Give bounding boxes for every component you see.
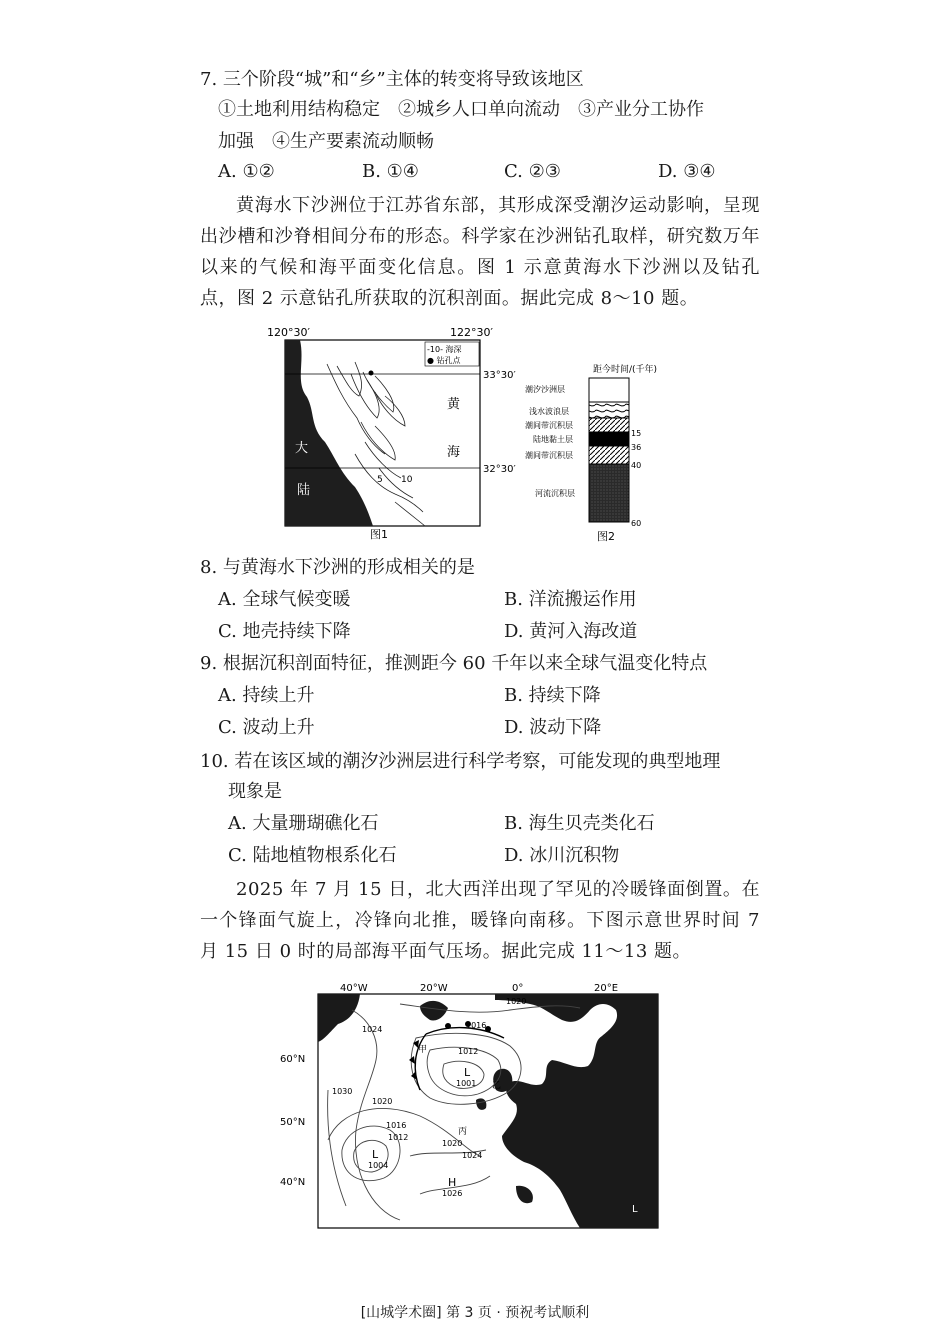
fig1-legend-depth: -10- 海深 xyxy=(427,345,462,354)
q8-stem: 8. 与黄海水下沙洲的形成相关的是 xyxy=(200,557,475,578)
q10-stem-line1: 10. 若在该区域的潮汐沙洲层进行科学考察，可能发现的典型地理 xyxy=(200,751,721,772)
passage-2: 2025 年 7 月 15 日，北大西洋出现了罕见的冷暖锋面倒置。在一个锋面气旋上，冷锋向北推，暖锋向南移。下图示意世界时间 7 月 15 日 0 时的局部海平面气压场。据此完成 11～13 题。 xyxy=(200,879,760,962)
fig3-high-value: 1026 xyxy=(442,1189,463,1198)
fig3-low-2: L xyxy=(372,1148,379,1161)
fig3-low-3: L xyxy=(632,1204,638,1215)
q8-option-c: C. 地壳持续下降 xyxy=(218,621,351,642)
q7-items-line1: ①土地利用结构稳定 ②城乡人口单向流动 ③产业分工协作 xyxy=(218,99,704,120)
fig1-sea-2: 海 xyxy=(447,445,461,460)
q10-option-b: B. 海生贝壳类化石 xyxy=(504,813,655,834)
fig3-isobar-label-2: 1024 xyxy=(362,1025,383,1034)
fig3-point-bing: 丙 xyxy=(458,1127,468,1137)
fig3-high: H xyxy=(448,1176,457,1189)
fig1-lon-right: 122°30′ xyxy=(450,326,493,339)
fig3-low-2-value: 1004 xyxy=(368,1161,389,1170)
fig2-layer-land-clay xyxy=(589,432,629,446)
fig2-layer-shallow-wave xyxy=(589,402,629,418)
fig2-tick-40: 40 xyxy=(631,461,642,470)
fig3-isobar-label-1: 1020 xyxy=(506,997,527,1006)
fig1-lat-top: 33°30′ xyxy=(483,370,516,381)
q8-option-a: A. 全球气候变暖 xyxy=(218,589,351,610)
fig3-lon-20w: 20°W xyxy=(420,983,448,994)
fig1-lat-bottom: 32°30′ xyxy=(483,464,516,475)
q9-stem: 9. 根据沉积剖面特征，推测距今 60 千年以来全球气温变化特点 xyxy=(200,653,708,674)
q7-option-d: D. ③④ xyxy=(658,161,716,182)
fig1-depth-10: 10 xyxy=(401,475,413,485)
fig1-legend-drill: ● 钻孔点 xyxy=(427,356,461,365)
page-footer: [山城学术圈] 第 3 页 · 预祝考试顺利 xyxy=(360,1305,590,1321)
fig1-drill-point xyxy=(369,371,374,376)
fig2-label-2: 浅水波浪层 xyxy=(529,407,569,416)
q9-option-a: A. 持续上升 xyxy=(218,685,315,706)
fig3-isobar-label-5: 1030 xyxy=(332,1087,353,1096)
fig1-caption: 图1 xyxy=(370,528,388,541)
fig2-caption: 图2 xyxy=(597,530,615,543)
fig3-isobar-label-6: 1020 xyxy=(372,1097,393,1106)
fig2-layer-intertidal-1 xyxy=(589,418,629,432)
fig2-axis-title: 距今时间/(千年) xyxy=(593,365,658,375)
fig2-tick-15: 15 xyxy=(631,429,642,438)
q9-option-d: D. 波动下降 xyxy=(504,717,602,738)
fig3-lat-60n: 60°N xyxy=(280,1054,306,1065)
q9-option-c: C. 波动上升 xyxy=(218,717,315,738)
q7-option-a: A. ①② xyxy=(218,161,275,182)
q7-items-line2: 加强 ④生产要素流动顺畅 xyxy=(218,131,434,152)
q10-option-a: A. 大量珊瑚礁化石 xyxy=(228,813,379,834)
fig3-lon-40w: 40°W xyxy=(340,983,368,994)
fig1-sea-1: 黄 xyxy=(447,397,461,412)
figure-3-pressure-map xyxy=(280,980,680,1232)
fig3-point-jia: 甲 xyxy=(418,1045,428,1055)
q7-stem: 7. 三个阶段“城”和“乡”主体的转变将导致该地区 xyxy=(200,69,584,90)
q7-option-b: B. ①④ xyxy=(362,161,419,182)
fig3-point-yi: 乙 xyxy=(492,1081,502,1091)
q7-option-c: C. ②③ xyxy=(504,161,561,182)
figure-2-profile xyxy=(525,360,695,542)
passage-1: 黄海水下沙洲位于江苏省东部，其形成深受潮汐运动影响，呈现出沙槽和沙脊相间分布的形态。科学家在沙洲钻孔取样，研究数万年以来的气候和海平面变化信息。图 1 示意黄海水下沙洲以及钻孔点，图 2 示意钻孔所获取的沉积剖面。据此完成 8～10 题。 xyxy=(200,195,760,309)
fig2-label-5: 潮间带沉积层 xyxy=(525,451,573,460)
fig1-land-2: 陆 xyxy=(297,483,311,498)
fig3-isobar-label-10: 1024 xyxy=(462,1151,483,1160)
fig3-isobar-label-8: 1012 xyxy=(388,1133,409,1142)
fig2-layer-tidal-sandbar xyxy=(589,378,629,402)
q9-option-b: B. 持续下降 xyxy=(504,685,601,706)
q10-stem-line2: 现象是 xyxy=(228,781,282,802)
q8-option-b: B. 洋流搬运作用 xyxy=(504,589,637,610)
fig3-isobar-label-4: 1012 xyxy=(458,1047,479,1056)
fig2-tick-60: 60 xyxy=(631,519,642,528)
figure-1-map xyxy=(255,322,516,542)
fig3-low-1: L xyxy=(464,1066,471,1079)
fig3-lat-40n: 40°N xyxy=(280,1177,306,1188)
fig3-low-1-value: 1001 xyxy=(456,1079,477,1088)
fig3-isobar-label-3: 1016 xyxy=(466,1021,487,1030)
q8-option-d: D. 黄河入海改道 xyxy=(504,621,638,642)
fig1-lon-left: 120°30′ xyxy=(267,326,310,339)
fig3-lon-0: 0° xyxy=(512,983,524,994)
fig2-tick-36: 36 xyxy=(631,443,642,452)
fig2-label-3: 潮间带沉积层 xyxy=(525,421,573,430)
q10-option-d: D. 冰川沉积物 xyxy=(504,845,620,866)
fig1-land-1: 大 xyxy=(295,441,309,456)
fig3-isobar-label-7: 1016 xyxy=(386,1121,407,1130)
fig3-lon-20e: 20°E xyxy=(594,983,619,994)
fig3-lat-50n: 50°N xyxy=(280,1117,306,1128)
fig2-layer-intertidal-2 xyxy=(589,446,629,464)
fig3-isobar-label-9: 1020 xyxy=(442,1139,463,1148)
fig2-label-4: 陆地黏土层 xyxy=(533,435,573,444)
fig1-depth-5: 5 xyxy=(377,475,383,485)
fig2-label-1: 潮汐沙洲层 xyxy=(525,385,565,394)
fig2-label-6: 河流沉积层 xyxy=(535,489,575,498)
fig2-layer-river xyxy=(589,464,629,522)
q10-option-c: C. 陆地植物根系化石 xyxy=(228,845,397,866)
